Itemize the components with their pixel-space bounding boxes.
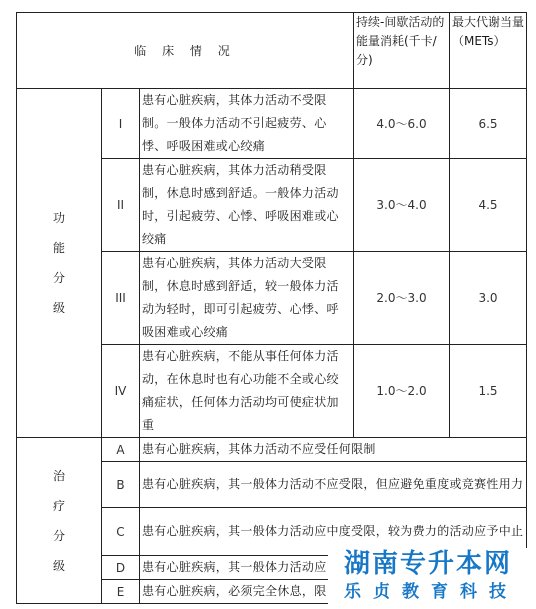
description-cell: 患有心脏疾病，必须完全休息，限	[140, 580, 527, 604]
level-cell: B	[102, 462, 140, 508]
treatment-group-label: 治 疗 分 级	[17, 438, 102, 604]
mets-cell: 3.0	[450, 252, 527, 345]
description-cell: 患有心脏疾病，其体力活动稍受限制，休息时感到舒适。一般体力活动时，引起疲劳、心悸、呼吸困难或心绞痛	[140, 159, 354, 252]
level-cell: E	[102, 580, 140, 604]
level-cell: C	[102, 508, 140, 556]
header-clinical: 临 床 情 况	[17, 13, 354, 89]
classification-table	[16, 12, 527, 604]
header-energy: 持续-间歇活动的能量消耗(千卡/分)	[354, 13, 450, 89]
level-cell: III	[102, 252, 140, 345]
description-cell: 患有心脏疾病，其一般体力活动不应受限，但应避免重度或竞赛性用力	[140, 462, 527, 508]
table-row	[17, 438, 527, 462]
description-cell: 患有心脏疾病，其一般体力活动应	[140, 556, 527, 580]
header-mets: 最大代谢当量（METs）	[450, 13, 527, 89]
brand-watermark	[328, 548, 528, 609]
level-cell: IV	[102, 345, 140, 438]
brand-subtitle: 乐贞教育科技	[344, 582, 518, 602]
level-cell: A	[102, 438, 140, 462]
description-cell: 患有心脏疾病，其体力活动不受限制。一般体力活动不引起疲劳、心悸、呼吸困难或心绞痛	[140, 89, 354, 159]
mets-cell: 4.5	[450, 159, 527, 252]
description-cell: 患有心脏疾病，不能从事任何体力活动，在休息时也有心功能不全或心绞痛症状，任何体力活动均可使症状加重	[140, 345, 354, 438]
brand-title: 湖南专升本网	[343, 549, 512, 579]
header-row	[17, 13, 527, 89]
level-cell: D	[102, 556, 140, 580]
table-row	[17, 89, 527, 159]
description-cell: 患有心脏疾病，其体力活动不应受任何限制	[140, 438, 527, 462]
mets-cell: 1.5	[450, 345, 527, 438]
description-cell: 患有心脏疾病，其一般体力活动应中度受限，较为费力的活动应予中止	[140, 508, 527, 556]
energy-cell: 1.0～2.0	[354, 345, 450, 438]
description-cell: 患有心脏疾病，其体力活动大受限制，休息时感到舒适，较一般体力活动为轻时，即可引起疲劳、心悸、呼吸困难或心绞痛	[140, 252, 354, 345]
functional-group-label: 功 能 分 级	[17, 89, 102, 438]
energy-cell: 2.0～3.0	[354, 252, 450, 345]
energy-cell: 4.0～6.0	[354, 89, 450, 159]
level-cell: II	[102, 159, 140, 252]
mets-cell: 6.5	[450, 89, 527, 159]
energy-cell: 3.0～4.0	[354, 159, 450, 252]
level-cell: I	[102, 89, 140, 159]
